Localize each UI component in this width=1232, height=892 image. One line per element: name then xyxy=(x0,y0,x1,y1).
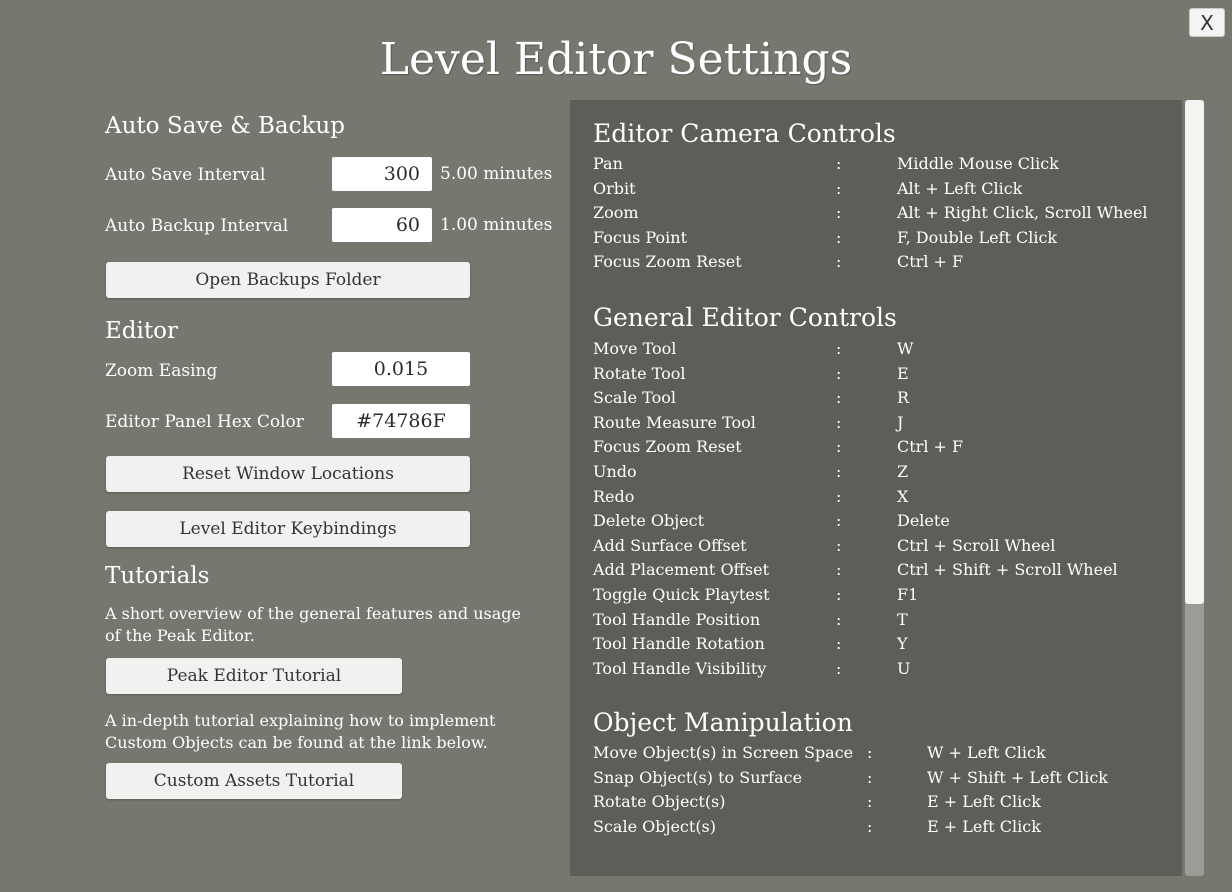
keybinding-action: Redo xyxy=(593,486,635,506)
editor-heading: Editor xyxy=(105,318,178,344)
keybinding-key: Ctrl + Scroll Wheel xyxy=(897,535,1056,555)
keybinding-action: Focus Zoom Reset xyxy=(593,252,742,272)
keybinding-row xyxy=(593,226,1173,250)
keybinding-separator: : xyxy=(836,412,842,432)
keybinding-separator: : xyxy=(836,585,842,604)
camera-controls-title: Editor Camera Controls xyxy=(593,119,896,148)
keybinding-key: F, Double Left Click xyxy=(897,227,1058,247)
keybinding-row xyxy=(593,152,1173,176)
keybinding-key: W xyxy=(897,339,914,358)
keybinding-key: E + Left Click xyxy=(927,816,1041,836)
keybinding-row xyxy=(593,485,1173,509)
keybinding-separator: : xyxy=(836,634,842,654)
keybinding-row xyxy=(593,657,1173,681)
keybinding-separator: : xyxy=(836,154,842,173)
keybinding-row xyxy=(593,608,1173,632)
custom-assets-tutorial-button[interactable]: Custom Assets Tutorial xyxy=(106,763,402,799)
keybinding-separator: : xyxy=(836,252,842,272)
level-editor-keybindings-button[interactable]: Level Editor Keybindings xyxy=(106,511,470,547)
keybinding-separator: : xyxy=(836,511,842,531)
keybinding-action: Focus Point xyxy=(593,227,688,247)
auto-save-minutes: 5.00 minutes xyxy=(440,164,553,184)
keybinding-action: Tool Handle Position xyxy=(593,609,761,629)
keybinding-action: Move Tool xyxy=(593,339,677,358)
keybinding-action: Tool Handle Rotation xyxy=(593,634,765,654)
keybinding-action: Rotate Tool xyxy=(593,363,686,383)
tutorials-heading: Tutorials xyxy=(105,563,210,589)
keybinding-row xyxy=(593,741,1173,765)
keybinding-action: Scale Object(s) xyxy=(593,816,717,836)
keybinding-separator: : xyxy=(836,203,842,223)
keybinding-key: W + Left Click xyxy=(927,743,1046,762)
keybinding-row xyxy=(593,250,1173,274)
auto-save-interval-label: Auto Save Interval xyxy=(105,165,266,185)
close-button[interactable]: X xyxy=(1189,8,1225,37)
page-title: Level Editor Settings xyxy=(379,34,853,85)
keybinding-action: Snap Object(s) to Surface xyxy=(593,767,803,787)
keybinding-key: Ctrl + Shift + Scroll Wheel xyxy=(897,560,1118,580)
keybinding-row xyxy=(593,766,1173,790)
keybinding-action: Toggle Quick Playtest xyxy=(593,585,770,604)
keybinding-key: Alt + Left Click xyxy=(897,178,1023,198)
general-controls-title: General Editor Controls xyxy=(593,303,897,332)
keybinding-separator: : xyxy=(867,743,873,762)
keybinding-key: E + Left Click xyxy=(927,792,1041,812)
tutorial-description-2: A in-depth tutorial explaining how to implement Custom Objects can be found at the link below. xyxy=(105,711,496,752)
keybinding-key: Z xyxy=(897,462,909,481)
keybinding-separator: : xyxy=(836,462,842,481)
keybinding-separator: : xyxy=(836,388,842,408)
keybinding-action: Add Surface Offset xyxy=(593,535,747,555)
keybinding-key: Alt + Right Click, Scroll Wheel xyxy=(897,203,1148,223)
tutorial-description-1: A short overview of the general features and usage of the Peak Editor. xyxy=(105,604,521,645)
keybinding-action: Undo xyxy=(593,462,637,481)
auto-backup-minutes: 1.00 minutes xyxy=(440,215,553,235)
keybinding-action: Delete Object xyxy=(593,511,705,531)
keybinding-key: F1 xyxy=(897,585,919,604)
keybinding-key: J xyxy=(897,412,904,432)
keybinding-row xyxy=(593,337,1173,361)
keybinding-separator: : xyxy=(867,792,873,812)
keybinding-key: Middle Mouse Click xyxy=(897,154,1059,173)
keybindings-panel[interactable] xyxy=(570,100,1182,876)
auto-backup-interval-input[interactable]: 60 xyxy=(332,208,432,242)
keybinding-key: X xyxy=(897,486,909,506)
keybinding-action: Tool Handle Visibility xyxy=(593,658,767,678)
peak-editor-tutorial-button[interactable]: Peak Editor Tutorial xyxy=(106,658,402,694)
keybinding-separator: : xyxy=(836,437,842,457)
keybinding-row xyxy=(593,558,1173,582)
keybinding-separator: : xyxy=(867,816,873,836)
keybinding-key: Ctrl + F xyxy=(897,252,964,272)
keybinding-action: Orbit xyxy=(593,178,636,198)
keybinding-action: Zoom xyxy=(593,203,639,223)
keybinding-row xyxy=(593,177,1173,201)
auto-backup-interval-label: Auto Backup Interval xyxy=(105,216,289,236)
keybinding-separator: : xyxy=(836,658,842,678)
keybinding-row xyxy=(593,509,1173,533)
keybinding-action: Move Object(s) in Screen Space xyxy=(593,743,854,762)
keybinding-row xyxy=(593,583,1173,607)
object-manipulation-title: Object Manipulation xyxy=(593,708,853,737)
keybinding-separator: : xyxy=(836,535,842,555)
keybinding-row xyxy=(593,386,1173,410)
keybinding-separator: : xyxy=(836,339,842,358)
keybinding-separator: : xyxy=(836,178,842,198)
keybinding-row xyxy=(593,790,1173,814)
keybinding-key: U xyxy=(897,658,911,678)
auto-save-heading: Auto Save & Backup xyxy=(105,113,345,139)
zoom-easing-label: Zoom Easing xyxy=(105,361,218,381)
keybinding-key: T xyxy=(897,609,908,629)
keybinding-key: E xyxy=(897,363,909,383)
keybinding-row xyxy=(593,815,1173,839)
keybinding-key: W + Shift + Left Click xyxy=(927,767,1108,787)
zoom-easing-input[interactable]: 0.015 xyxy=(332,352,470,386)
keybinding-action: Rotate Object(s) xyxy=(593,792,726,812)
keybinding-row xyxy=(593,435,1173,459)
keybinding-row xyxy=(593,362,1173,386)
panel-hex-color-input[interactable]: #74786F xyxy=(332,404,470,438)
keybinding-row xyxy=(593,411,1173,435)
keybinding-separator: : xyxy=(836,363,842,383)
keybinding-key: Ctrl + F xyxy=(897,437,964,457)
keybinding-action: Focus Zoom Reset xyxy=(593,437,742,457)
panel-hex-color-label: Editor Panel Hex Color xyxy=(105,412,304,432)
open-backups-folder-button[interactable]: Open Backups Folder xyxy=(106,262,470,298)
keybinding-row xyxy=(593,632,1173,656)
keybinding-separator: : xyxy=(836,560,842,580)
keybinding-action: Pan xyxy=(593,154,623,173)
auto-save-interval-input[interactable]: 300 xyxy=(332,157,432,191)
reset-window-locations-button[interactable]: Reset Window Locations xyxy=(106,456,470,492)
keybinding-row xyxy=(593,534,1173,558)
keybinding-separator: : xyxy=(867,767,873,787)
keybinding-action: Add Placement Offset xyxy=(593,560,770,580)
keybinding-separator: : xyxy=(836,609,842,629)
keybinding-row xyxy=(593,201,1173,225)
keybinding-separator: : xyxy=(836,486,842,506)
scrollbar-thumb[interactable] xyxy=(1185,100,1204,604)
keybinding-action: Route Measure Tool xyxy=(593,412,756,432)
keybinding-key: Delete xyxy=(897,511,950,531)
keybinding-separator: : xyxy=(836,227,842,247)
keybinding-action: Scale Tool xyxy=(593,388,676,408)
keybinding-key: R xyxy=(897,388,910,408)
keybinding-row xyxy=(593,460,1173,484)
keybinding-key: Y xyxy=(897,634,908,654)
